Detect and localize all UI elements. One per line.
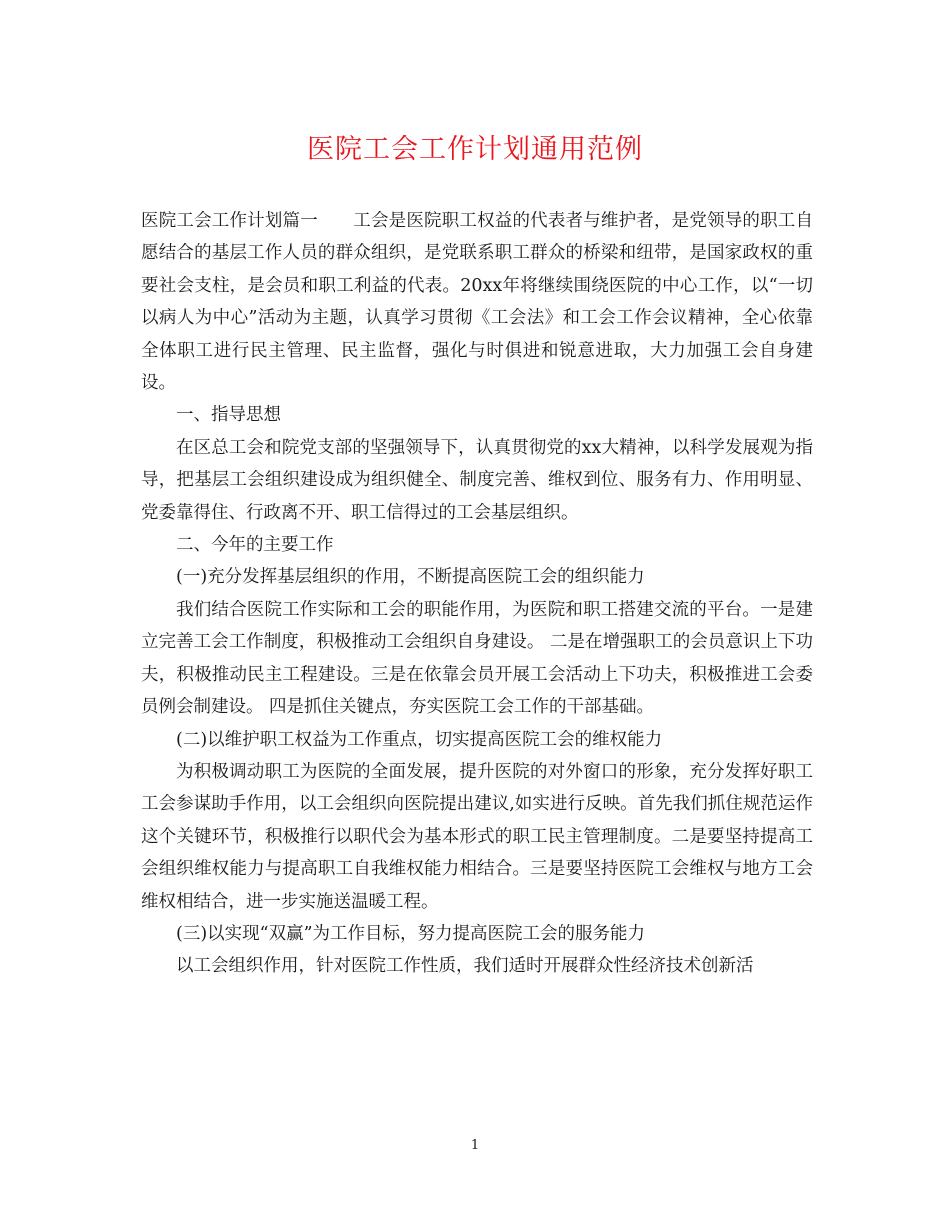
- page-number: 1: [470, 1138, 480, 1153]
- paragraph: 在区总工会和院党支部的坚强领导下，认真贯彻党的xx大精神，以科学发展观为指导，把基层工会组织建设成为组织健全、制度完善、维权到位、服务有力、作用明显、党委靠得住、行政离不开、职工信得过的工会基层组织。: [141, 437, 813, 523]
- paragraph: 二、今年的主要工作: [176, 535, 334, 556]
- paragraph: 以工会组织作用，针对医院工作性质，我们适时开展群众性经济技术创新活: [176, 956, 754, 977]
- paragraph: 一、指导思想: [176, 405, 281, 426]
- paragraph: (三)以实现“双赢”为工作目标，努力提高医院工会的服务能力: [176, 923, 646, 944]
- paragraph: 医院工会工作计划篇一 工会是医院职工权益的代表者与维护者，是党领导的职工自愿结合的基层工作人员的群众组织，是党联系职工群众的桥梁和纽带，是国家政权的重要社会支柱，是会员和职工利益的代表。20xx年将继续围绕医院的中心工作，以“一切以病人为中心”活动为主题，认真学习贯彻《工会法》和工会工作会议精神，全心依靠全体职工进行民主管理、民主监督，强化与时俱进和锐意进取，大力加强工会自身建设。: [141, 211, 813, 394]
- paragraph: 为积极调动职工为医院的全面发展，提升医院的对外窗口的形象，充分发挥好职工工会参谋助手作用，以工会组织向医院提出建议,如实进行反映。首先我们抓住规范运作这个关键环节，积极推行以职代会为基本形式的职工民主管理制度。二是要坚持提高工会组织维权能力与提高职工自我维权能力相结合。三是要坚持医院工会维权与地方工会维权相结合，进一步实施送温暖工程。: [141, 761, 813, 912]
- paragraph: 我们结合医院工作实际和工会的职能作用，为医院和职工搭建交流的平台。一是建立完善工会工作制度，积极推动工会组织自身建设。 二是在增强职工的会员意识上下功夫，积极推动民主工程建设。三是在依靠会员开展工会活动上下功夫，积极推进工会委员例会制建设。 四是抓住关键点，夯实医院工会工作的干部基础。: [141, 599, 813, 718]
- paragraph: (二)以维护职工权益为工作重点，切实提高医院工会的维权能力: [176, 729, 663, 750]
- document-body: [141, 205, 813, 983]
- document-title: 医院工会工作计划通用范例: [307, 134, 643, 165]
- paragraph: (一)充分发挥基层组织的作用，不断提高医院工会的组织能力: [176, 567, 645, 588]
